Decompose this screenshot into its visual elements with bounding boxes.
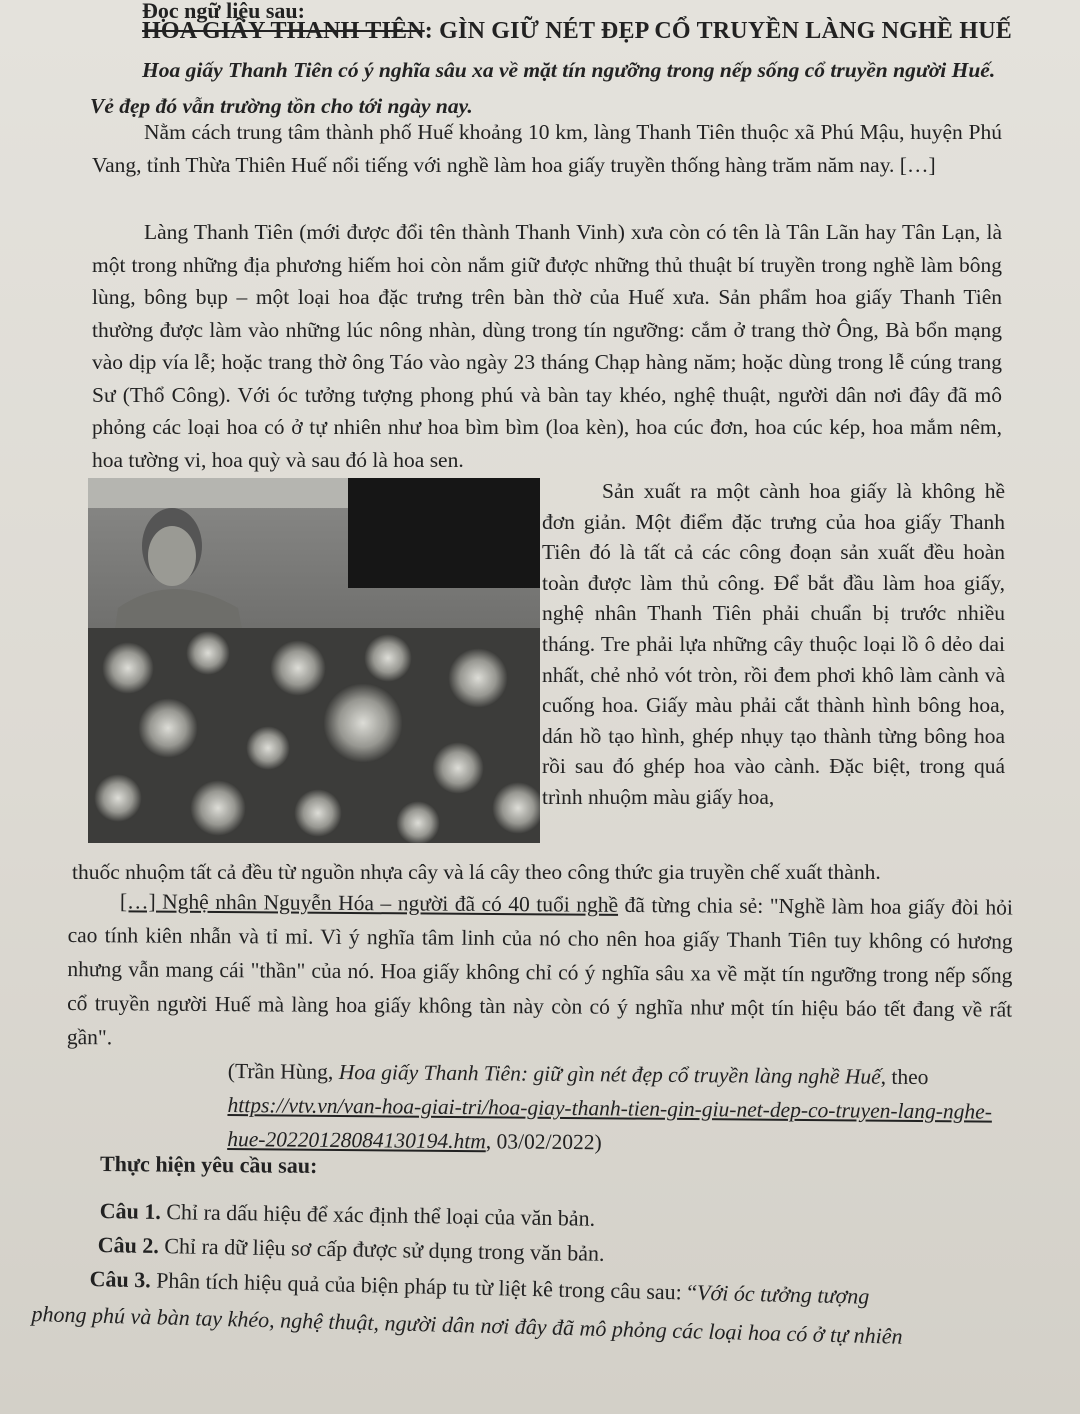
paragraph-3-text: Sản xuất ra một cành hoa giấy là không hề đơn giản. Một điểm đặc trưng của hoa giấy Thanh Tiên đó là tất cả các công đoạn sản xuất đều hoàn toàn được làm thủ công. Để bắt đầu làm hoa giấy, nghệ nhân Thanh Tiên phải chuẩn bị trước nhiều tháng. Tre phải lựa những cây thuộc loại lồ ô dẻo dai nhất, chẻ nhỏ vót tròn, rồi đem phơi khô làm cành và cuống hoa. Giấy màu phải cắt thành hình bông hoa, dán hồ tạo hình, ghép nhụy tạo thành từng bông hoa rồi sau đó ghép hoa vào cành. Đặc biệt, trong quá trình nhuộm màu giấy hoa, [542, 479, 1005, 809]
article-sapo: Hoa giấy Thanh Tiên có ý nghĩa sâu xa về mặt tín ngưỡng trong nếp sống cổ truyền người Huế. Vẻ đẹp đó vẫn trường tồn cho tới ngày nay. [90, 58, 996, 118]
question-1-text: Chỉ ra dấu hiệu để xác định thể loại của văn bản. [160, 1198, 596, 1231]
paragraph-4-rest: đã từng chia sẻ: "Nghề làm hoa giấy đòi hỏi cao tính kiên nhẫn và tỉ mỉ. Vì ý nghĩa tâm linh của nó cho nên hoa giấy Thanh Tiên tuy không có hương nhưng vẫn mang cái "thần" của nó. Hoa giấy không chỉ có ý nghĩa sâu xa về mặt tín ngưỡng trong nếp sống cổ truyền người Huế mà làng hoa giấy không tàn này còn có ý nghĩa như một tín hiệu báo tết đang về rất gần". [66, 892, 1013, 1050]
citation-author: (Trần Hùng, [227, 1058, 339, 1084]
title-struck-part: HOA GIẤY THANH TIÊN [142, 18, 425, 44]
paragraph-4 [67, 884, 1013, 1061]
question-3-text: Phân tích hiệu quả của biện pháp tu từ liệt kê trong câu sau: “ [150, 1267, 698, 1305]
reading-label: Đọc ngữ liệu sau: [142, 0, 305, 23]
citation-work: Hoa giấy Thanh Tiên: giữ gìn nét đẹp cổ truyền làng nghề Huế [338, 1059, 881, 1089]
requirements-title: Thực hiện yêu cầu sau: [99, 1151, 318, 1178]
paragraph-3-tail: thuốc nhuộm tất cả đều từ nguồn nhựa cây và lá cây theo công thức gia truyền chế xuất thành. [72, 860, 881, 884]
paragraph-1: Nằm cách trung tâm thành phố Huế khoảng 10 km, làng Thanh Tiên thuộc xã Phú Mậu, huyện Phú Vang, tỉnh Thừa Thiên Huế nổi tiếng với nghề làm hoa giấy truyền thống hàng trăm năm nay. […] [92, 120, 1002, 177]
question-1-label: Câu 1. [99, 1197, 162, 1224]
question-2-text: Chỉ ra dữ liệu sơ cấp được sử dụng trong văn bản. [158, 1233, 605, 1266]
question-3-quote-start: Với óc tưởng tượng [696, 1279, 870, 1309]
question-3-quote-continued: phong phú và bàn tay khéo, nghệ thuật, người dân nơi đây đã mô phỏng các loại hoa có ở tự nhiên [31, 1300, 903, 1349]
source-citation [227, 1054, 1028, 1163]
paragraph-3-wrapped [542, 476, 1005, 813]
question-3-label: Câu 3. [89, 1265, 152, 1293]
artisan-photo [88, 478, 540, 843]
paragraph-2: Làng Thanh Tiên (mới được đổi tên thành Thanh Vinh) xưa còn có tên là Tân Lãn hay Tân Lạn, là một trong những địa phương hiếm hoi còn nắm giữ được những thủ thuật bí truyền trong nghề làm bông lùng, bông bụp – một loại hoa đặc trưng trên bàn thờ của Huế xưa. Sản phẩm hoa giấy Thanh Tiên thường được làm vào những lúc nông nhàn, dùng trong tín ngưỡng: cắm ở trang thờ Ông, Bà bổn mạng vào dịp vía lễ; hoặc trang thờ ông Táo vào ngày 23 tháng Chạp hàng năm; hoặc dùng trong lễ cúng trang Sư (Thổ Công). Với óc tưởng tượng phong phú và bàn tay khéo, nghệ thuật, người dân nơi đây đã mô phỏng các loại hoa có ở tự nhiên như hoa bìm bìm (loa kèn), hoa cúc đơn, hoa cúc kép, hoa mắm nêm, hoa tường vi, hoa quỳ và sau đó là hoa sen. [92, 220, 1002, 472]
artisan-photo-image [88, 478, 540, 843]
question-2-label: Câu 2. [97, 1231, 160, 1259]
citation-date: , 03/02/2022) [485, 1129, 602, 1155]
citation-theo: , theo [880, 1064, 929, 1090]
paragraph-4-underlined: […] Nghệ nhân Nguyễn Hóa – người đã có 40 tuổi nghề [119, 889, 619, 917]
title-rest: : GÌN GIỮ NÉT ĐẸP CỔ TRUYỀN LÀNG NGHỀ HUẾ [424, 18, 1012, 44]
article-title [142, 18, 1012, 45]
citation-url[interactable]: https://vtv.vn/van-hoa-giai-tri/hoa-giay-thanh-tien-gin-giu-net-dep-co-truyen-lang-nghe-hue-20220128084130194.htm [227, 1092, 993, 1154]
